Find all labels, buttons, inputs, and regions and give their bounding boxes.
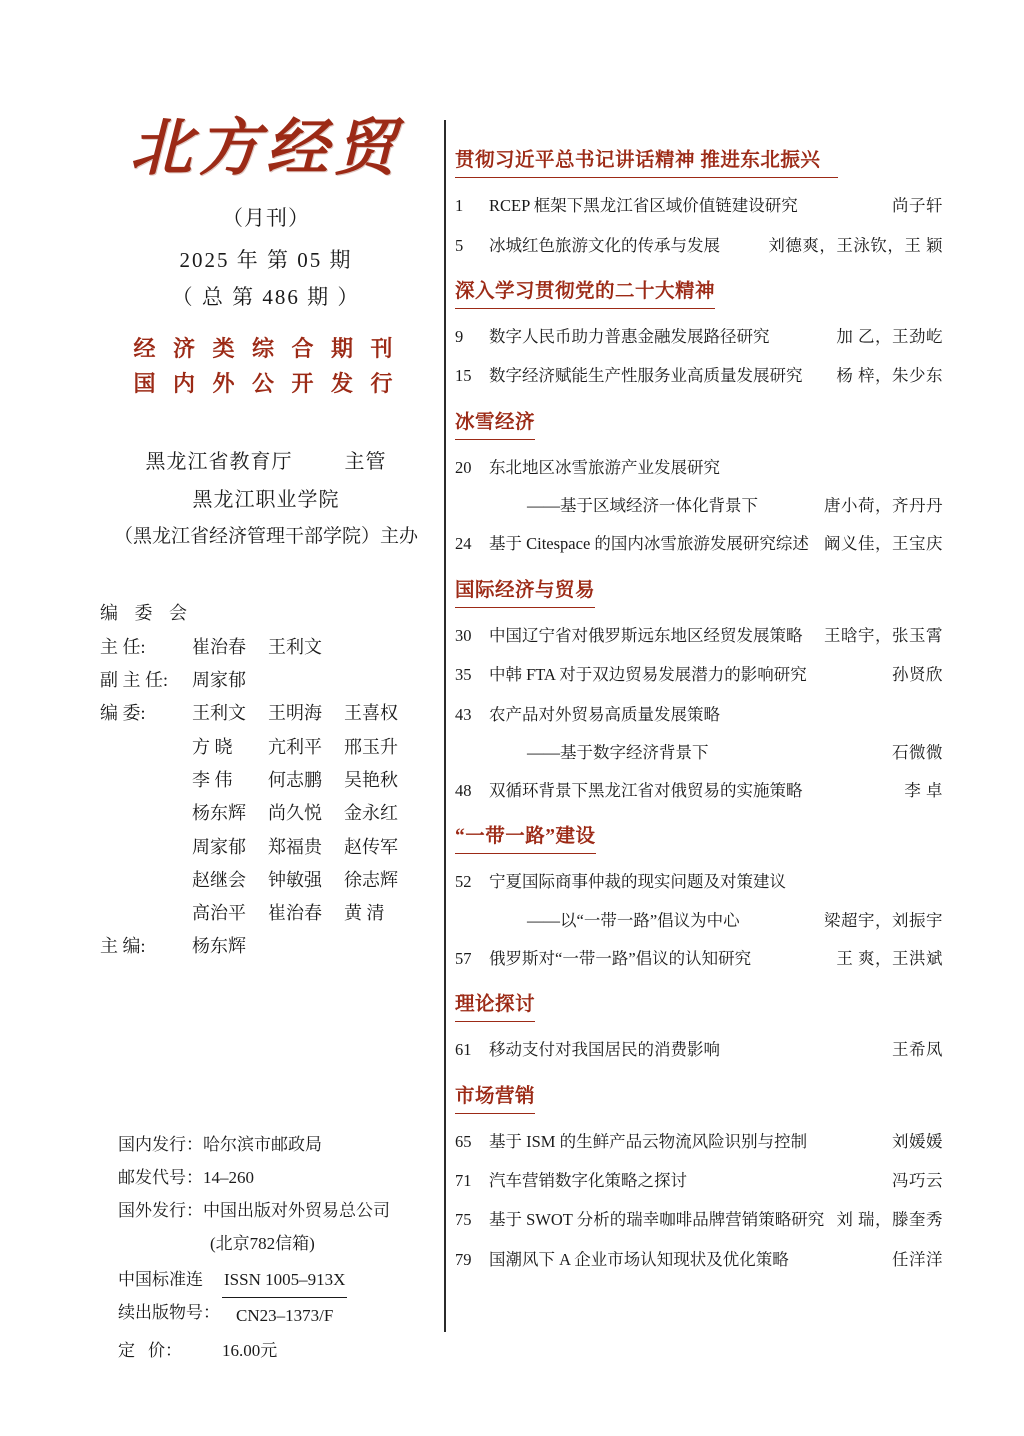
toc-section bbox=[455, 824, 943, 970]
toc-entry-title: 汽车营销数字化策略之探讨 bbox=[489, 1171, 687, 1191]
toc-entry[interactable] bbox=[455, 948, 943, 970]
board-row-label bbox=[100, 764, 192, 797]
toc-entry-page: 35 bbox=[455, 665, 472, 685]
toc-entry-authors: 刘德爽，王泳钦，王 颖 bbox=[768, 235, 943, 255]
toc-entry-page: 57 bbox=[455, 948, 472, 968]
toc-entry-authors: 尚子轩 bbox=[892, 196, 943, 216]
toc-section bbox=[455, 578, 943, 802]
overseas-distribution-label: 国外发行： bbox=[118, 1201, 203, 1221]
domestic-distribution-label: 国内发行： bbox=[118, 1135, 203, 1154]
toc-entry-authors: 李 卓 bbox=[904, 780, 943, 800]
board-member: 杨东辉 bbox=[192, 803, 246, 824]
toc-section-title: 市场营销 bbox=[455, 1084, 535, 1114]
journal-category-banner bbox=[96, 331, 436, 401]
toc-entry-authors: 石微微 bbox=[892, 742, 943, 762]
toc-entry-title: 东北地区冰雪旅游产业发展研究 bbox=[489, 458, 720, 478]
toc-entry-page: 71 bbox=[455, 1171, 472, 1191]
board-member: 王明海 bbox=[268, 703, 322, 724]
board-member: 王利文 bbox=[192, 703, 246, 724]
toc-entry-title: 宁夏国际商事仲裁的现实问题及对策建议 bbox=[489, 872, 786, 892]
sponsor-name: 黑龙江职业学院 bbox=[192, 489, 340, 512]
toc-entry-title: 基于 Citespace 的国内冰雪旅游发展研究综述 bbox=[489, 534, 809, 554]
toc-entry-title: 中国辽宁省对俄罗斯远东地区经贸发展策略 bbox=[489, 625, 803, 645]
toc-section-title: “一带一路”建设 bbox=[455, 824, 596, 854]
domestic-distribution-row bbox=[118, 1128, 448, 1161]
board-member: 周家郁 bbox=[192, 836, 246, 857]
price-label-1: 定 bbox=[118, 1340, 135, 1360]
toc-entry-authors: 王晗宇，张玉霄 bbox=[824, 625, 943, 645]
toc-entry-authors: 冯巧云 bbox=[892, 1171, 943, 1191]
toc-entry-authors: 任洋洋 bbox=[892, 1249, 943, 1269]
standard-number-values bbox=[222, 1263, 448, 1332]
board-row-names bbox=[192, 731, 436, 764]
journal-title: 北方经贸 bbox=[129, 115, 402, 183]
price-value: 16.00元 bbox=[222, 1340, 278, 1360]
postal-code-row bbox=[118, 1161, 448, 1194]
toc-entry-page: 43 bbox=[455, 704, 472, 724]
toc-entry-page: 5 bbox=[455, 235, 464, 255]
board-member: 赵继会 bbox=[192, 869, 246, 890]
board-row bbox=[100, 897, 436, 930]
standard-label-line2: 续出版物号： bbox=[118, 1302, 220, 1322]
postal-code-label: 邮发代号： bbox=[118, 1168, 203, 1188]
board-row-names bbox=[192, 697, 436, 730]
masthead-block bbox=[96, 115, 436, 964]
banner-line-2: 国 内 外 公 开 发 行 bbox=[133, 371, 399, 397]
column-divider bbox=[444, 120, 446, 1332]
board-member: 亢利平 bbox=[268, 736, 322, 757]
board-row-label: 编 委: bbox=[100, 703, 146, 724]
toc-entry-page: 75 bbox=[455, 1210, 472, 1230]
journal-frequency: （月刊） bbox=[222, 206, 310, 230]
toc-entry[interactable] bbox=[455, 625, 943, 647]
board-member: 周家郁 bbox=[192, 670, 246, 691]
supervisor-row bbox=[96, 443, 436, 481]
board-row-label: 主 编: bbox=[100, 936, 146, 957]
toc-section bbox=[455, 148, 943, 257]
board-row bbox=[100, 831, 436, 864]
board-row-names bbox=[192, 897, 436, 930]
toc-section bbox=[455, 279, 943, 388]
board-member: 何志鹏 bbox=[268, 769, 322, 790]
toc-section-title: 冰雪经济 bbox=[455, 410, 535, 440]
board-row-names bbox=[192, 631, 436, 664]
toc-entry-title: 冰城红色旅游文化的传承与发展 bbox=[489, 235, 720, 255]
board-row-names bbox=[192, 764, 436, 797]
toc-entry[interactable] bbox=[455, 1131, 943, 1153]
board-row-label bbox=[100, 731, 192, 764]
standard-number-block bbox=[118, 1263, 448, 1332]
editorial-board-title: 编 委 会 bbox=[100, 603, 193, 624]
table-of-contents bbox=[455, 148, 943, 1271]
board-row-names bbox=[192, 664, 436, 697]
toc-entry-authors: 阚义佳，王宝庆 bbox=[824, 534, 943, 554]
toc-entry[interactable] bbox=[455, 457, 943, 479]
board-member: 金永红 bbox=[344, 803, 398, 824]
toc-entry-subtitle: ——基于数字经济背景下 bbox=[527, 742, 709, 762]
toc-entry-page: 79 bbox=[455, 1249, 472, 1269]
editor-in-chief: 杨东辉 bbox=[192, 936, 246, 957]
board-row bbox=[100, 764, 436, 797]
board-row-names bbox=[192, 864, 436, 897]
toc-entry[interactable] bbox=[455, 195, 943, 217]
board-member: 吴艳秋 bbox=[344, 769, 398, 790]
toc-entry[interactable] bbox=[455, 871, 943, 893]
toc-entry-page: 52 bbox=[455, 872, 472, 892]
toc-entry[interactable] bbox=[455, 1209, 943, 1231]
toc-entry[interactable] bbox=[455, 704, 943, 726]
board-member: 崔治春 bbox=[268, 903, 322, 924]
toc-entry[interactable] bbox=[455, 326, 943, 348]
editorial-board bbox=[96, 597, 436, 963]
board-row-names bbox=[192, 930, 436, 963]
board-member: 高治平 bbox=[192, 903, 246, 924]
toc-entry-title: 基于 SWOT 分析的瑞幸咖啡品牌营销策略研究 bbox=[489, 1210, 825, 1230]
board-row-names bbox=[192, 797, 436, 830]
toc-entry-page: 9 bbox=[455, 327, 464, 347]
board-member: 钟敏强 bbox=[268, 869, 322, 890]
toc-entry-title: 双循环背景下黑龙江省对俄贸易的实施策略 bbox=[489, 780, 803, 800]
board-row-label bbox=[100, 864, 192, 897]
toc-entry[interactable] bbox=[455, 1249, 943, 1271]
price-label-2: 价： bbox=[148, 1340, 182, 1360]
toc-entry-page: 15 bbox=[455, 366, 472, 386]
standard-label-line1: 中国标准连 bbox=[118, 1269, 203, 1289]
sponsor-subtitle: （黑龙江省经济管理干部学院）主办 bbox=[113, 526, 418, 548]
board-member: 王喜权 bbox=[344, 703, 398, 724]
board-row-label: 主 任: bbox=[100, 636, 146, 657]
toc-entry-authors: 王 爽，王洪斌 bbox=[836, 948, 943, 968]
toc-entry-title: 中韩 FTA 对于双边贸易发展潜力的影响研究 bbox=[489, 665, 807, 685]
toc-entry[interactable] bbox=[455, 1170, 943, 1192]
board-member: 李 伟 bbox=[192, 769, 233, 790]
board-member: 邢玉升 bbox=[344, 736, 398, 757]
board-member: 王利文 bbox=[268, 636, 322, 657]
toc-entry-title: 农产品对外贸易高质量发展策略 bbox=[489, 704, 720, 724]
toc-entry[interactable] bbox=[455, 365, 943, 387]
board-member: 徐志辉 bbox=[344, 869, 398, 890]
toc-entry[interactable] bbox=[455, 1039, 943, 1061]
toc-entry-subtitle-row bbox=[455, 907, 943, 931]
toc-section-title: 国际经济与贸易 bbox=[455, 578, 595, 608]
board-member: 赵传军 bbox=[344, 836, 398, 857]
supervisor-name: 黑龙江省教育厅 bbox=[145, 451, 293, 474]
standard-number-labels bbox=[118, 1263, 222, 1329]
toc-entry[interactable] bbox=[455, 664, 943, 686]
toc-entry-page: 65 bbox=[455, 1131, 472, 1151]
toc-entry-title: 国潮风下 A 企业市场认知现状及优化策略 bbox=[489, 1249, 789, 1269]
board-row-names bbox=[192, 831, 436, 864]
board-row bbox=[100, 664, 436, 697]
organization-block bbox=[96, 443, 436, 555]
toc-entry-title: 俄罗斯对“一带一路”倡议的认知研究 bbox=[489, 948, 752, 968]
board-row-label bbox=[100, 897, 192, 930]
journal-issue: 2025 年 第 05 期 bbox=[179, 248, 353, 272]
board-row-label: 副 主 任: bbox=[100, 670, 169, 691]
publication-info bbox=[118, 1128, 448, 1367]
board-row bbox=[100, 631, 436, 664]
toc-entry-page: 1 bbox=[455, 196, 464, 216]
issn-value: ISSN 1005–913X bbox=[222, 1263, 347, 1298]
board-member: 郑福贵 bbox=[268, 836, 322, 857]
banner-line-1: 经 济 类 综 合 期 刊 bbox=[133, 336, 399, 361]
toc-entry-title: RCEP 框架下黑龙江省区域价值链建设研究 bbox=[489, 196, 798, 216]
toc-entry-page: 48 bbox=[455, 780, 472, 800]
board-row bbox=[100, 697, 436, 730]
toc-entry-authors: 唐小荷，齐丹丹 bbox=[824, 496, 943, 516]
toc-entry-page: 61 bbox=[455, 1040, 472, 1060]
toc-entry-authors: 梁超宇，刘振宇 bbox=[824, 910, 943, 930]
board-row bbox=[100, 797, 436, 830]
board-row bbox=[100, 930, 436, 963]
toc-section-title: 理论探讨 bbox=[455, 992, 535, 1022]
toc-entry-authors: 加 乙，王劲屹 bbox=[836, 327, 943, 347]
toc-entry-subtitle: ——基于区域经济一体化背景下 bbox=[527, 496, 758, 516]
board-member: 方 晓 bbox=[192, 736, 233, 757]
toc-entry-page: 24 bbox=[455, 534, 472, 554]
domestic-distribution-value: 哈尔滨市邮政局 bbox=[203, 1135, 322, 1154]
toc-section bbox=[455, 1084, 943, 1271]
toc-entry-authors: 王希凤 bbox=[892, 1040, 943, 1060]
toc-entry[interactable] bbox=[455, 780, 943, 802]
toc-entry-title: 基于 ISM 的生鲜产品云物流风险识别与控制 bbox=[489, 1131, 808, 1151]
overseas-distribution-value: 中国出版对外贸易总公司 bbox=[203, 1201, 390, 1221]
overseas-distribution-row bbox=[118, 1194, 448, 1227]
toc-entry-subtitle: ——以“一带一路”倡议为中心 bbox=[527, 910, 740, 930]
toc-section-title: 深入学习贯彻党的二十大精神 bbox=[455, 279, 715, 309]
cn-value: CN23–1373/F bbox=[236, 1305, 334, 1325]
toc-entry-authors: 孙贤欣 bbox=[892, 665, 943, 685]
supervisor-label: 主管 bbox=[344, 451, 387, 474]
toc-entry-title: 数字经济赋能生产性服务业高质量发展研究 bbox=[489, 366, 803, 386]
toc-entry-authors: 刘 瑞，滕奎秀 bbox=[836, 1210, 943, 1230]
toc-entry-authors: 刘媛媛 bbox=[892, 1131, 943, 1151]
journal-serial-number: （ 总 第 486 期 ） bbox=[171, 285, 361, 309]
postal-code-value: 14–260 bbox=[203, 1168, 254, 1188]
board-member: 尚久悦 bbox=[268, 803, 322, 824]
toc-entry-subtitle-row bbox=[455, 492, 943, 516]
toc-entry[interactable] bbox=[455, 235, 943, 257]
toc-section bbox=[455, 992, 943, 1062]
toc-entry-title: 数字人民币助力普惠金融发展路径研究 bbox=[489, 327, 770, 347]
toc-entry-title: 移动支付对我国居民的消费影响 bbox=[489, 1040, 720, 1060]
toc-entry-page: 30 bbox=[455, 625, 472, 645]
overseas-distribution-box: (北京782信箱) bbox=[210, 1234, 315, 1254]
toc-section-title: 贯彻习近平总书记讲话精神 推进东北振兴 bbox=[455, 148, 838, 178]
board-row bbox=[100, 731, 436, 764]
board-member: 崔治春 bbox=[192, 636, 246, 657]
toc-entry-authors: 杨 梓，朱少东 bbox=[836, 366, 943, 386]
toc-section bbox=[455, 410, 943, 556]
board-row bbox=[100, 864, 436, 897]
price-row bbox=[118, 1334, 448, 1367]
toc-entry[interactable] bbox=[455, 533, 943, 555]
board-row-label bbox=[100, 831, 192, 864]
board-row-label bbox=[100, 797, 192, 830]
board-member: 黄 清 bbox=[344, 903, 385, 924]
toc-entry-page: 20 bbox=[455, 458, 472, 478]
toc-entry-subtitle-row bbox=[455, 739, 943, 763]
